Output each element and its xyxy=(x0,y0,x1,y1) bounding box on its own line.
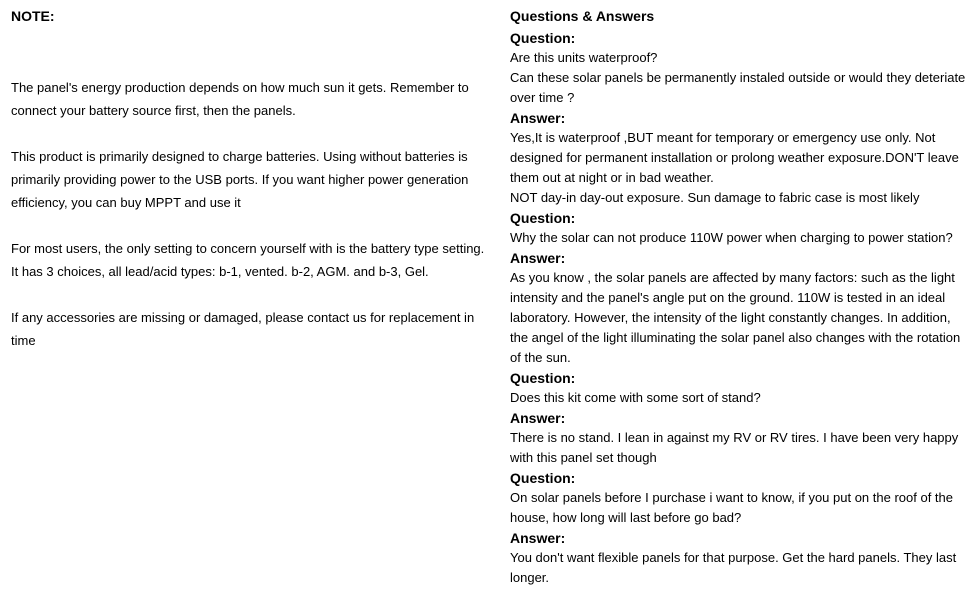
answer-text: There is no stand. I lean in against my RV or RV tires. I have been very happy with this panel set though xyxy=(510,430,959,465)
qa-item xyxy=(510,368,968,468)
question-text: Does this kit come with some sort of stand? xyxy=(510,390,761,405)
answer-label: Answer: xyxy=(510,530,566,546)
answer-text: Yes,It is waterproof ,BUT meant for temporary or emergency use only. Not designed for permanent installation or prolong weather exposure.DON'T leave them out at night or in bad weather. xyxy=(510,130,959,185)
qa-item xyxy=(510,468,968,588)
answer-text: You don't want flexible panels for that purpose. Get the hard panels. They last longer. xyxy=(510,550,957,585)
note-paragraph-energy: The panel's energy production depends on how much sun it gets. Remember to connect your battery source first, then the panels. xyxy=(11,80,469,118)
qa-item xyxy=(510,208,968,368)
answer-text: As you know , the solar panels are affected by many factors: such as the light intensity and the panel's angle put on the ground. 110W is tested in an ideal laboratory. However, the intensity of the light constantly changes. In addition, the angel of the light illuminating the solar panel also changes with the rotation of the sun. xyxy=(510,270,961,365)
qa-section xyxy=(510,8,968,588)
question-label: Question: xyxy=(510,210,576,226)
note-paragraph-battery-type: For most users, the only setting to concern yourself with is the battery type setting. It has 3 choices, all lead/acid types: b-1, vented. b-2, AGM. and b-3, Gel. xyxy=(11,241,485,279)
question-text: Why the solar can not produce 110W power when charging to power station? xyxy=(510,230,953,245)
qa-heading: Questions & Answers xyxy=(510,8,655,24)
question-text: Can these solar panels be permanently instaled outside or would they deteriate over time ? xyxy=(510,70,966,105)
answer-text: NOT day-in day-out exposure. Sun damage to fabric case is most likely xyxy=(510,190,920,205)
question-label: Question: xyxy=(510,370,576,386)
answer-label: Answer: xyxy=(510,250,566,266)
note-heading: NOTE: xyxy=(11,8,55,24)
answer-label: Answer: xyxy=(510,110,566,126)
note-section xyxy=(11,8,489,352)
question-text: On solar panels before I purchase i want to know, if you put on the roof of the house, how long will last before go bad? xyxy=(510,490,953,525)
note-paragraph-batteries: This product is primarily designed to charge batteries. Using without batteries is primarily providing power to the USB ports. If you want higher power generation efficiency, you can buy MPPT and use it xyxy=(11,149,469,210)
question-label: Question: xyxy=(510,470,576,486)
note-paragraph-accessories: If any accessories are missing or damaged, please contact us for replacement in time xyxy=(11,310,475,348)
qa-item xyxy=(510,28,968,208)
question-text: Are this units waterproof? xyxy=(510,50,658,65)
answer-label: Answer: xyxy=(510,410,566,426)
question-label: Question: xyxy=(510,30,576,46)
